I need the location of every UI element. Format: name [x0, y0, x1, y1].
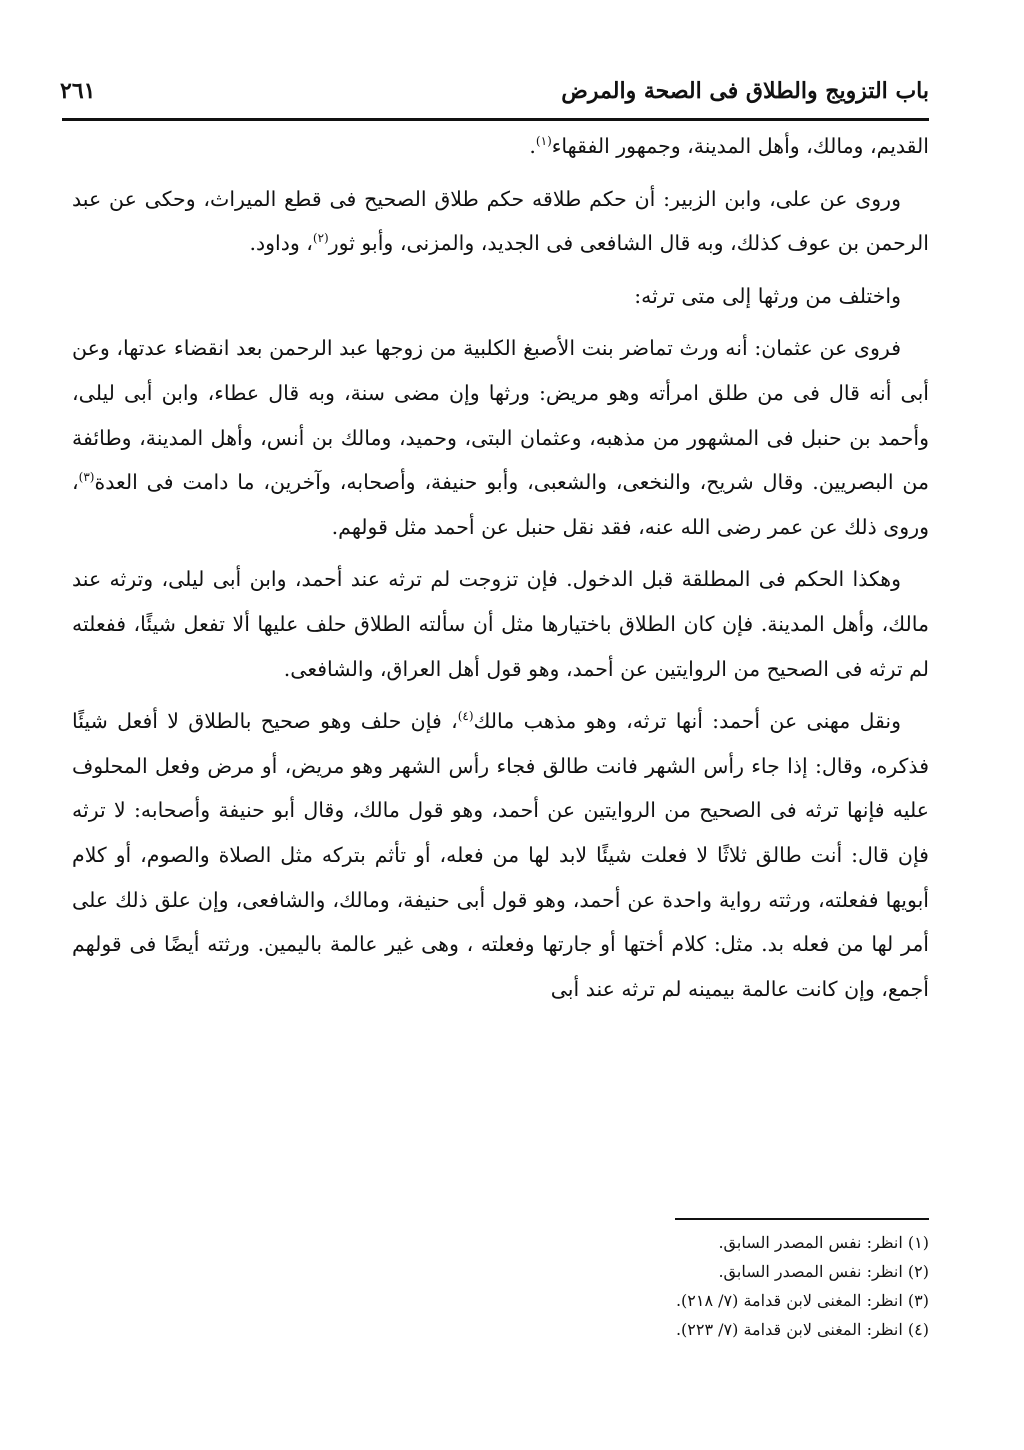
- paragraph-text: القديم، ومالك، وأهل المدينة، وجمهور الفقهاء: [551, 134, 929, 158]
- page-number: ٢٦١: [60, 78, 96, 104]
- footnote-ref: (١): [535, 134, 552, 149]
- paragraph: [72, 557, 929, 691]
- footnote-rule: [675, 1218, 929, 1220]
- paragraph-text: ، فإن حلف وهو صحيح بالطلاق لا أفعل شيئًا فذكره، وقال: إذا جاء رأس الشهر فانت طالق فجاء رأس الشهر وهو مريض، أو مرض وفعل المحلوف عليه فإنها ترثه فى الصحيح من الروايتين عن أحمد، وهو قول مالك، وقال أبو حنيفة وأصحابه: لا ترثه فإن قال: أنت طالق ثلاثًا لا فعلت شيئًا لابد لها من فعله، أو تأثم بتركه مثل الصلاة والصوم، أو كلام أبويها ففعلته، ورثته رواية واحدة عن أحمد، وهو قول أبى حنيفة، ومالك، والشافعى، وإن علق ذلك على أمر لها من فعله بد. مثل: كلام أختها أو جارتها وفعلته ، وهى غير عالمة باليمين. ورثته أيضًا فى قولهم أجمع، وإن كانت عالمة بيمينه لم ترثه عند أبى: [72, 709, 929, 1001]
- footnote: (٣) انظر: المغنى لابن قدامة (٧/ ٢١٨).: [675, 1291, 929, 1310]
- footnote-ref: (٣): [78, 470, 95, 485]
- paragraph: [72, 699, 929, 1011]
- running-title: باب التزويج والطلاق فى الصحة والمرض: [561, 78, 929, 104]
- main-text: [72, 124, 929, 1019]
- footnotes: [72, 1228, 929, 1344]
- paragraph-text: ، وداود.: [249, 231, 313, 256]
- page-header: [60, 72, 929, 116]
- footnote-ref: (٤): [457, 709, 474, 724]
- footnote: (١) انظر: نفس المصدر السابق.: [718, 1233, 929, 1252]
- paragraph: [72, 274, 929, 319]
- footnote-ref: (٢): [312, 231, 329, 246]
- footnote: (٢) انظر: نفس المصدر السابق.: [718, 1262, 929, 1281]
- footnote: (٤) انظر: المغنى لابن قدامة (٧/ ٢٢٣).: [675, 1320, 929, 1339]
- paragraph-text: ، وروى ذلك عن عمر رضى الله عنه، فقد نقل حنبل عن أحمد مثل قولهم.: [72, 470, 929, 539]
- paragraph-text: وهكذا الحكم فى المطلقة قبل الدخول. فإن تزوجت لم ترثه عند أحمد، وابن أبى ليلى، وترثه عند مالك، وأهل المدينة. فإن كان الطلاق باختيارها مثل أن سألته الطلاق حلف عليها ألا تفعل شيئًا، ففعلته لم ترثه فى الصحيح من الروايتين عن أحمد، وهو قول أهل العراق، والشافعى.: [72, 567, 929, 681]
- paragraph: [72, 326, 929, 549]
- paragraph-text: .: [529, 134, 536, 158]
- paragraph-text: ونقل مهنى عن أحمد: أنها ترثه، وهو مذهب مالك: [473, 709, 902, 734]
- header-rule: [62, 118, 929, 121]
- paragraph: [72, 124, 929, 169]
- paragraph: [72, 177, 929, 266]
- paragraph-text: فروى عن عثمان: أنه ورث تماضر بنت الأصبغ الكلبية من زوجها عبد الرحمن بعد انقضاء عدتها، وعن أبى أنه قال فى من طلق امرأته وهو مريض: ورثها وإن مضى سنة، وبه قال عطاء، وابن أبى ليلى، وأحمد بن حنبل فى المشهور من مذهبه، وعثمان البتى، وحميد، ومالك بن أنس، وأهل المدينة، وطائفة من البصريين. وقال شريح، والنخعى، والشعبى، وأبو حنيفة، وأصحابه، وآخرين، ما دامت فى العدة: [72, 336, 929, 495]
- paragraph-text: وروى عن على، وابن الزبير: أن حكم طلاقه حكم طلاق الصحيح فى قطع الميراث، وحكى عن عبد الرحمن بن عوف كذلك، وبه قال الشافعى فى الجديد، والمزنى، وأبو ثور: [72, 186, 929, 256]
- paragraph-text: واختلف من ورثها إلى متى ترثه:: [634, 283, 901, 308]
